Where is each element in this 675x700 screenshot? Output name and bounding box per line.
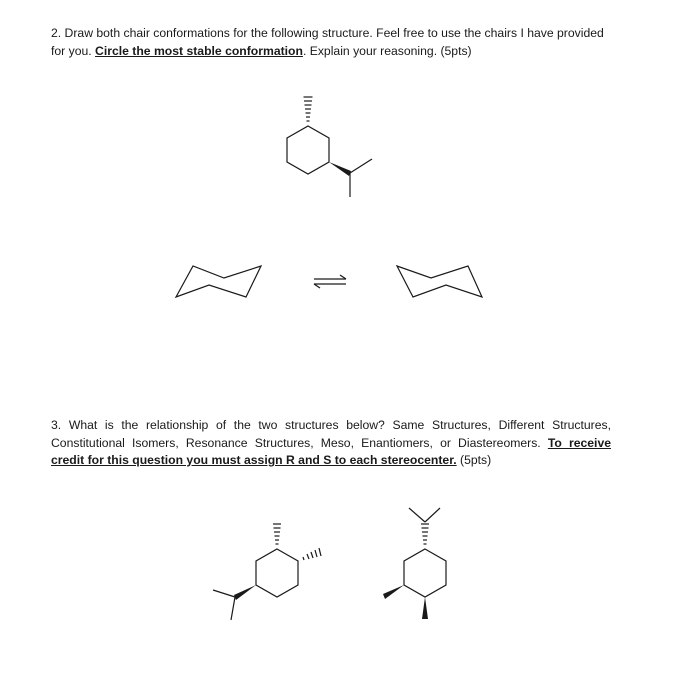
question-2-outro: . Explain your reasoning. (5pts): [302, 43, 472, 58]
question-3-intro: 3. What is the relationship of the two structures below? Same Structures, Different Structures, Constitutional Isomers, Resonance Structures, Meso, Enantiomers, or Diastereomers.: [51, 418, 611, 450]
q3-left-hashed-wedge-up: [273, 524, 281, 544]
q3-left-isopropyl-bond-2: [231, 597, 235, 620]
q3-right-hashed-wedge-up: [421, 524, 429, 544]
q3-left-ring: [256, 549, 298, 597]
q3-left-isopropyl-bond-1: [213, 590, 235, 597]
question-2-emphasis: Circle the most stable conformation: [95, 43, 303, 58]
q3-right-structure: [383, 508, 446, 619]
question-3-outro: (5pts): [456, 453, 492, 467]
question-3-emphasis: To receive credit for this question you must assign R and S to each stereocenter.: [51, 435, 612, 467]
q3-right-solid-wedge-left: [383, 585, 404, 599]
q3-right-isopropyl-bond-1: [409, 508, 425, 522]
q3-left-solid-wedge: [234, 585, 256, 600]
q3-right-solid-wedge-down: [422, 597, 428, 619]
question-2-intro: 2. Draw both chair conformations for the following structure. Feel free to use the chairs I have provided for you.: [51, 26, 604, 58]
q3-right-isopropyl-bond-2: [425, 508, 440, 522]
q3-left-hashed-wedge-right: [303, 548, 321, 560]
q3-right-ring: [404, 549, 446, 597]
q3-left-structure: [213, 524, 321, 620]
